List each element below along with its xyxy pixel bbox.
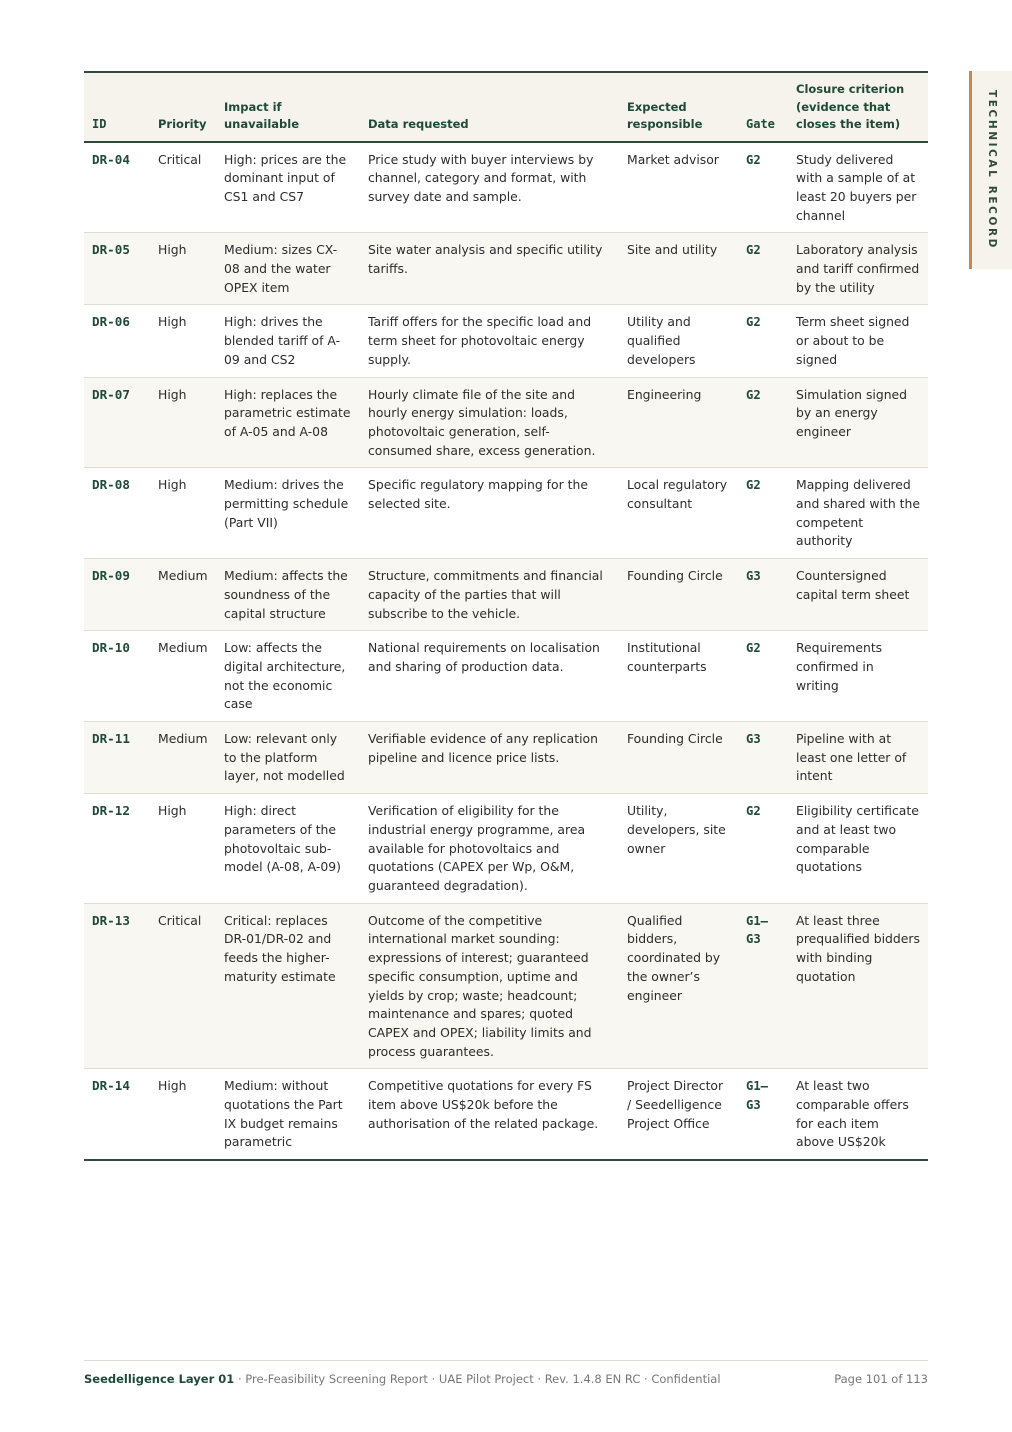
row-priority: Medium [158,568,208,584]
row-priority: High [158,386,187,402]
row-gate: G2 [746,641,761,656]
table-row [84,559,928,631]
row-gate: G2 [746,387,761,402]
header-responsible: Expected responsible [627,99,703,131]
row-priority: High [158,1078,187,1094]
page-footer [84,1360,928,1386]
row-responsible: Founding Circle [627,568,723,584]
table-row [84,233,928,305]
header-data-requested: Data requested [368,117,469,131]
row-gate: G2 [746,315,761,330]
row-responsible: Market advisor [627,151,719,167]
table-row [84,468,928,559]
row-impact: Low: affects the digital architecture, not the economic case [224,640,346,712]
row-impact: High: replaces the parametric estimate of A-05 and A-08 [224,386,351,439]
table-row [84,903,928,1069]
row-priority: High [158,477,187,493]
side-tab-label: TECHNICAL RECORD [986,90,998,250]
row-priority: High [158,803,187,819]
row-data-requested: Competitive quotations for every FS item above US$20k before the authorisation of the related package. [368,1078,599,1131]
table-row [84,142,928,233]
row-data-requested: Hourly climate file of the site and hourly energy simulation: loads, photovoltaic generation, self-consumed share, excess generation. [368,386,596,458]
footer-brand: Seedelligence Layer 01 [84,1372,235,1386]
row-gate: G2 [746,152,761,167]
table-row [84,794,928,904]
row-impact: Medium: drives the permitting schedule (Part VII) [224,477,349,530]
row-priority: High [158,242,187,258]
row-gate: G1–G3 [746,913,769,947]
row-id: DR-10 [92,640,130,656]
row-closure: Term sheet signed or about to be signed [796,314,910,367]
row-id: DR-13 [92,912,130,928]
row-data-requested: Outcome of the competitive international market sounding: expressions of interest; guaranteed specific consumption, uptime and yields by crop; waste; headcount; maintenance and spares; quoted CAPEX and OPEX; liability limits and process guarantees. [368,912,592,1059]
row-responsible: Institutional counterparts [627,640,707,674]
row-responsible: Utility and qualified developers [627,314,696,367]
side-tab [969,71,1012,269]
row-closure: Pipeline with at least one letter of intent [796,731,907,784]
row-responsible: Qualified bidders, coordinated by the owner’s engineer [627,912,721,1003]
row-id: DR-06 [92,314,130,330]
data-request-table [84,71,928,1161]
row-responsible: Project Director / Seedelligence Project Office [627,1078,724,1131]
row-closure: Eligibility certificate and at least two comparable quotations [796,803,919,875]
row-gate: G3 [746,569,761,584]
row-impact: Medium: sizes CX-08 and the water OPEX item [224,242,338,295]
header-id: ID [92,117,107,131]
row-id: DR-08 [92,477,130,493]
page-number: Page 101 of 113 [834,1372,928,1386]
table-row [84,1069,928,1160]
row-id: DR-14 [92,1078,130,1094]
table-row [84,377,928,468]
row-data-requested: Specific regulatory mapping for the selected site. [368,477,588,512]
row-impact: High: direct parameters of the photovoltaic sub-model (A-08, A-09) [224,803,341,875]
footer-left [84,1372,721,1386]
row-impact: High: drives the blended tariff of A-09 and CS2 [224,314,341,367]
row-impact: Low: relevant only to the platform layer, not modelled [224,731,345,784]
row-id: DR-12 [92,803,130,819]
row-gate: G3 [746,732,761,747]
row-impact: High: prices are the dominant input of CS1 and CS7 [224,151,347,204]
row-priority: Critical [158,912,202,928]
row-impact: Critical: replaces DR-01/DR-02 and feeds the higher-maturity estimate [224,912,336,984]
row-priority: Medium [158,731,208,747]
header-gate: Gate [746,117,775,131]
row-priority: High [158,314,187,330]
row-id: DR-07 [92,386,130,402]
table-row [84,305,928,377]
data-request-table-wrap [84,71,928,1161]
row-data-requested: Structure, commitments and financial capacity of the parties that will subscribe to the vehicle. [368,568,603,621]
row-data-requested: Site water analysis and specific utility tariffs. [368,242,603,277]
row-closure: Requirements confirmed in writing [796,640,883,693]
row-priority: Critical [158,151,202,167]
footer-description: · Pre-Feasibility Screening Report · UAE Pilot Project · Rev. 1.4.8 EN RC · Confidential [234,1372,721,1386]
row-id: DR-05 [92,242,130,258]
row-responsible: Site and utility [627,242,718,258]
table-row [84,722,928,794]
table-row [84,631,928,722]
row-gate: G2 [746,243,761,258]
row-priority: Medium [158,640,208,656]
header-impact: Impact if unavailable [224,99,300,131]
row-gate: G1–G3 [746,1079,769,1113]
row-closure: Laboratory analysis and tariff confirmed by the utility [796,242,920,295]
row-responsible: Engineering [627,386,702,402]
row-gate: G2 [746,478,761,493]
row-data-requested: Tariff offers for the specific load and term sheet for photovoltaic energy supply. [368,314,592,367]
row-closure: Mapping delivered and shared with the competent authority [796,477,920,549]
row-impact: Medium: affects the soundness of the capital structure [224,568,348,621]
row-closure: Study delivered with a sample of at least 20 buyers per channel [796,151,917,223]
row-id: DR-09 [92,568,130,584]
row-closure: At least two comparable offers for each item above US$20k [796,1078,909,1150]
header-priority: Priority [158,117,207,131]
row-id: DR-11 [92,731,130,747]
row-id: DR-04 [92,151,130,167]
row-closure: At least three prequalified bidders with binding quotation [796,912,920,984]
row-data-requested: Verifiable evidence of any replication pipeline and licence price lists. [368,731,598,765]
row-closure: Simulation signed by an energy engineer [796,386,908,439]
row-gate: G2 [746,804,761,819]
row-closure: Countersigned capital term sheet [796,568,910,602]
row-data-requested: National requirements on localisation and sharing of production data. [368,640,600,674]
row-data-requested: Price study with buyer interviews by channel, category and format, with survey date and sample. [368,151,594,204]
row-impact: Medium: without quotations the Part IX budget remains parametric [224,1078,343,1150]
row-responsible: Utility, developers, site owner [627,803,726,856]
row-responsible: Local regulatory consultant [627,477,728,512]
header-closure: Closure criterion (evidence that closes the item) [796,82,905,131]
row-data-requested: Verification of eligibility for the industrial energy programme, area available for photovoltaics and quotations (CAPEX per Wp, O&M, guaranteed degradation). [368,803,586,893]
table-header-row [84,72,928,142]
row-responsible: Founding Circle [627,731,723,747]
